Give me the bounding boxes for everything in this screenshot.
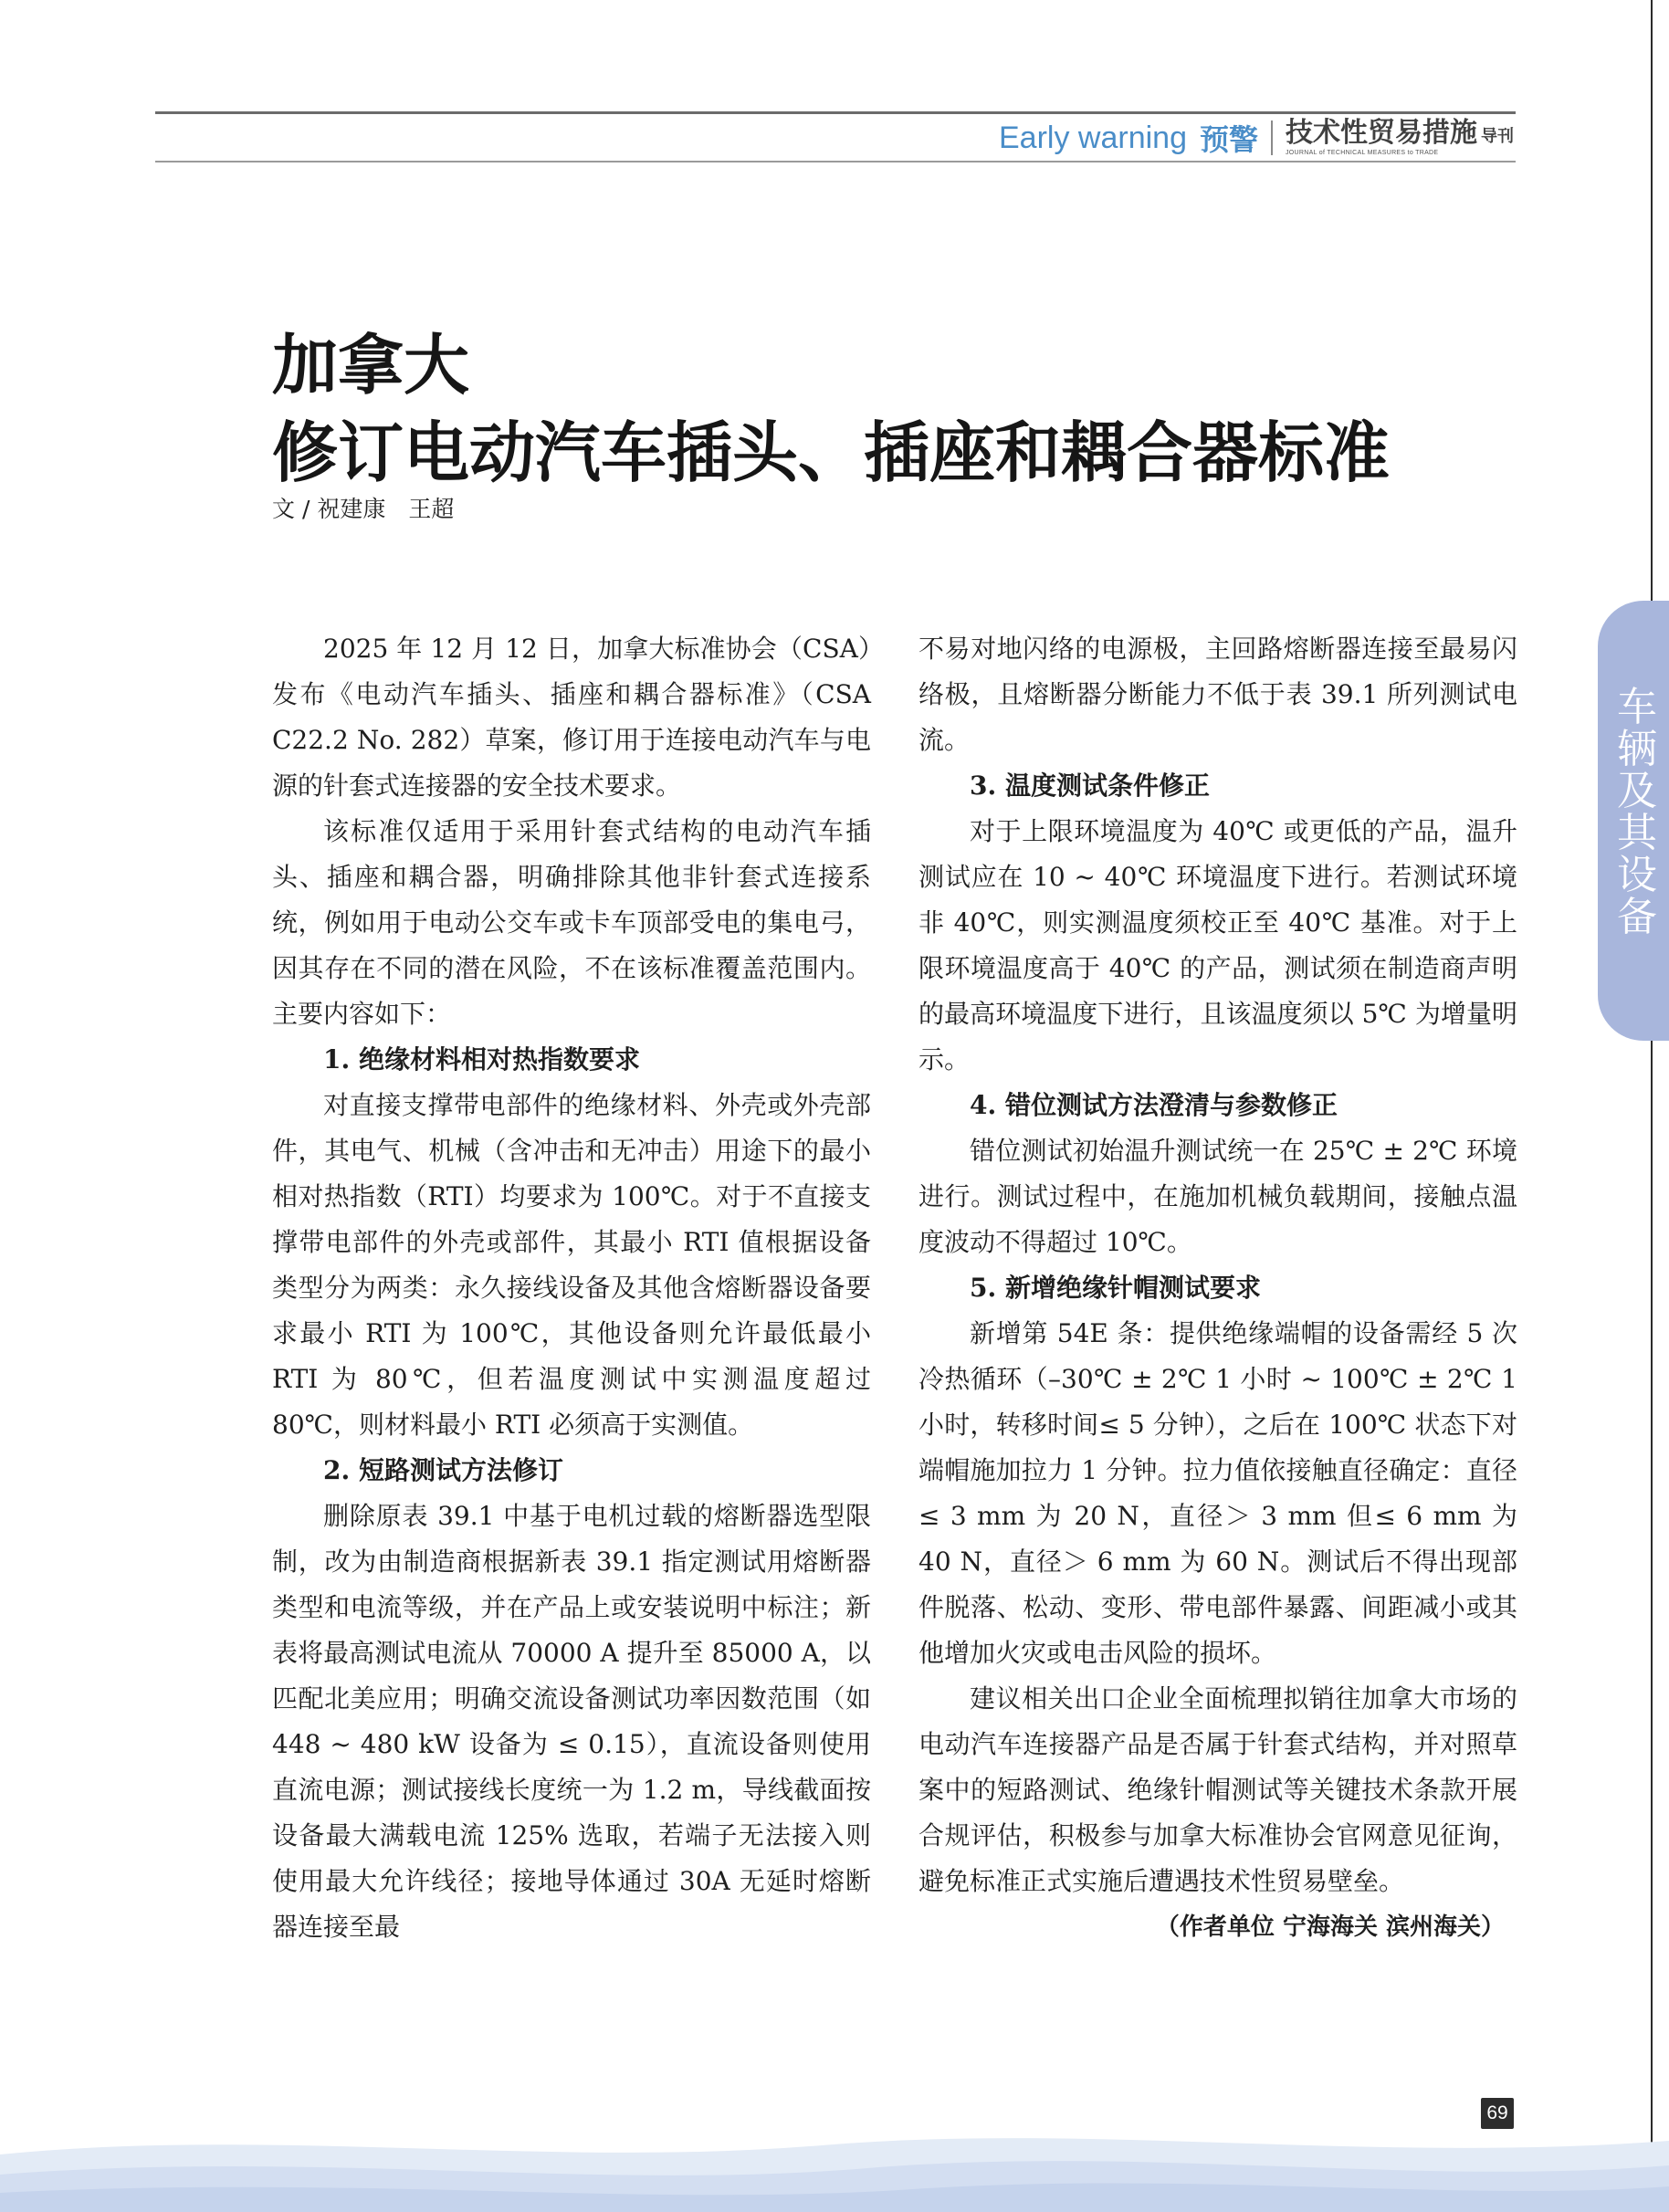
byline: 文 / 祝建康 王超	[272, 496, 455, 522]
side-tab-label: 车辆及其设备	[1617, 684, 1657, 940]
author-affiliation: （作者单位 宁海海关 滨州海关）	[1155, 1913, 1505, 1941]
paragraph: 新增第 54E 条：提供绝缘端帽的设备需经 5 次冷热循环（–30℃ ± 2℃ 1 小时 ~ 100℃ ± 2℃ 1 小时，转移时间≤ 5 分钟），之后在 100℃ 状态下对端帽施加拉力 1 分钟。拉力值依接触直径确定：直径≤ 3 mm 为 20 N，直径＞ 3 mm 但≤ 6 mm 为 40 N，直径＞ 6 mm 为 60 N。测试后不得出现部件脱落、松动、变形、带电部件暴露、间距减小或其他增加火灾或电击风险的损坏。	[918, 1318, 1517, 1668]
footer-wave-decoration	[0, 2118, 1669, 2212]
section-heading: 3. 温度测试条件修正	[970, 771, 1210, 801]
paragraph: 删除原表 39.1 中基于电机过载的熔断器选型限制，改为由制造商根据新表 39.1 指定测试用熔断器类型和电流等级，并在产品上或安装说明中标注；新表将最高测试电流从 70000 A 提升至 85000 A，以匹配北美应用；明确交流设备测试功率因数范围（如 448 ~ 480 kW 设备为 ≤ 0.15），直流设备则使用直流电源；测试接线长度统一为 1.2 m，导线截面按设备最大满载电流 125% 选取，若端子无法接入则使用最大允许线径；接地导体通过 30A 无延时熔断器连接至最	[272, 1501, 871, 1942]
section-kicker-en: Early warning	[999, 120, 1187, 155]
title-line-2: 修订电动汽车插头、插座和耦合器标准	[272, 414, 1391, 491]
paragraph: 2025 年 12 月 12 日，加拿大标准协会（CSA）发布《电动汽车插头、插座和耦合器标准》（CSA C22.2 No. 282）草案，修订用于连接电动汽车与电源的针套式连接器的安全技术要求。	[272, 634, 871, 801]
header-rule-top	[155, 111, 1516, 114]
header-divider	[1271, 121, 1273, 155]
body-column-right	[918, 626, 1517, 1950]
section-heading: 5. 新增绝缘针帽测试要求	[970, 1273, 1261, 1303]
journal-logo	[1286, 117, 1514, 156]
page-edge-line	[1651, 0, 1653, 2212]
title-line-1: 加拿大	[272, 327, 470, 404]
journal-name-suffix: 导刊	[1481, 127, 1514, 146]
section-heading: 1. 绝缘材料相对热指数要求	[323, 1044, 640, 1075]
paragraph: 对于上限环境温度为 40℃ 或更低的产品，温升测试应在 10 ~ 40℃ 环境温度下进行。若测试环境非 40℃，则实测温度须校正至 40℃ 基准。对于上限环境温度高于 40℃ 的产品，测试须在制造商声明的最高环境温度下进行，且该温度须以 5℃ 为增量明示。	[918, 816, 1517, 1075]
paragraph: 该标准仅适用于采用针套式结构的电动汽车插头、插座和耦合器，明确排除其他非针套式连接系统，例如用于电动公交车或卡车顶部受电的集电弓，因其存在不同的潜在风险，不在该标准覆盖范围内。主要内容如下：	[272, 816, 871, 1029]
section-heading: 2. 短路测试方法修订	[323, 1455, 563, 1485]
header-rule-bottom	[155, 161, 1516, 162]
paragraph: 建议相关出口企业全面梳理拟销往加拿大市场的电动汽车连接器产品是否属于针套式结构，并对照草案中的短路测试、绝缘针帽测试等关键技术条款开展合规评估，积极参与加拿大标准协会官网意见征询，避免标准正式实施后遭遇技术性贸易壁垒。	[918, 1683, 1517, 1896]
page-number: 69	[1481, 2098, 1514, 2129]
section-kicker-cn: 预警	[1199, 122, 1258, 157]
section-heading: 4. 错位测试方法澄清与参数修正	[970, 1090, 1338, 1120]
paragraph: 错位测试初始温升测试统一在 25℃ ± 2℃ 环境进行。测试过程中，在施加机械负载期间，接触点温度波动不得超过 10℃。	[918, 1136, 1517, 1257]
running-header	[999, 117, 1514, 159]
body-column-left	[272, 626, 871, 1950]
paragraph-continued: 不易对地闪络的电源极，主回路熔断器连接至最易闪络极，且熔断器分断能力不低于表 39.1 所列测试电流。	[918, 634, 1517, 755]
article-title	[272, 321, 1390, 497]
journal-name: 技术性贸易措施	[1286, 117, 1477, 149]
paragraph: 对直接支撑带电部件的绝缘材料、外壳或外壳部件，其电气、机械（含冲击和无冲击）用途下的最小相对热指数（RTI）均要求为 100℃。对于不直接支撑带电部件的外壳或部件，其最小 RTI 值根据设备类型分为两类：永久接线设备及其他含熔断器设备要求最小 RTI 为 100℃，其他设备则允许最低最小 RTI 为 80℃，但若温度测试中实测温度超过 80℃，则材料最小 RTI 必须高于实测值。	[272, 1090, 871, 1440]
journal-english-name: JOURNAL of TECHNICAL MEASURES to TRADE	[1286, 150, 1439, 156]
